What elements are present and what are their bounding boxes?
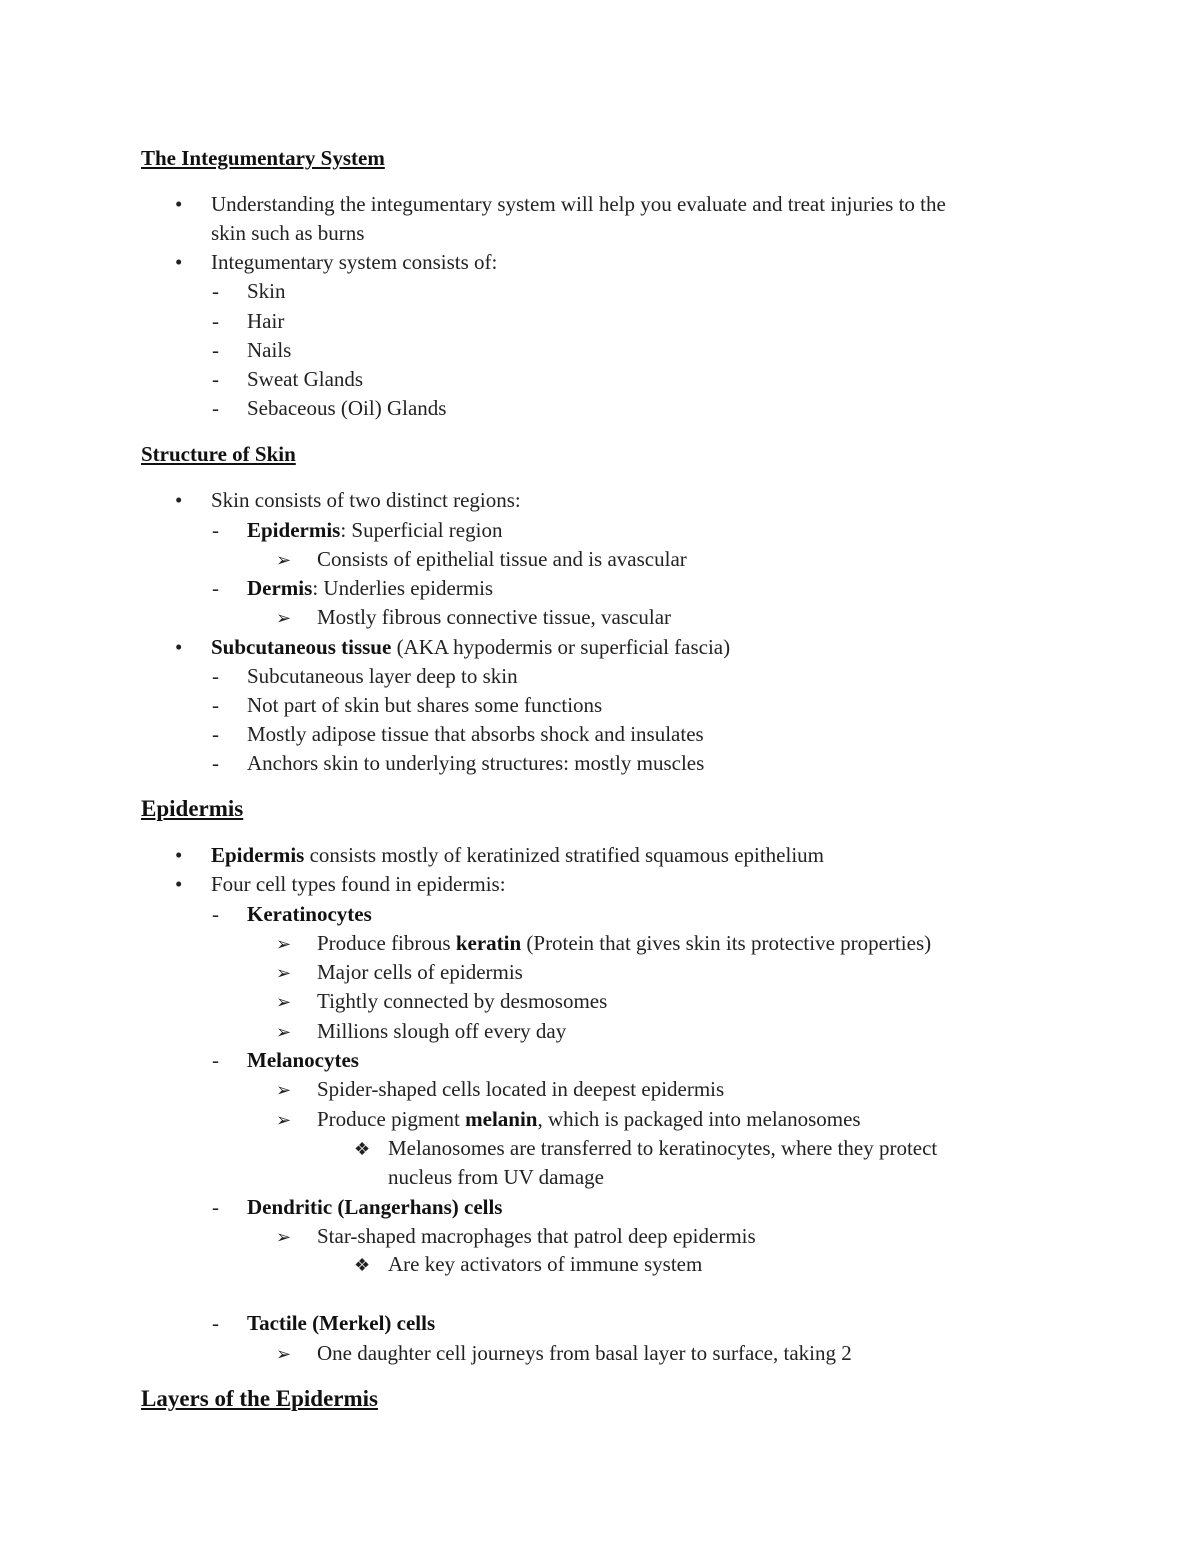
arrow-marker: ➢	[276, 992, 292, 1012]
bullet-marker: •	[175, 488, 183, 512]
subheading-label: Dendritic (Langerhans) cells	[247, 1195, 503, 1219]
term-epidermis: Epidermis	[247, 518, 341, 542]
text-segment: Produce pigment	[317, 1107, 466, 1131]
section-title-layers-of-epidermis: Layers of the Epidermis	[141, 1386, 379, 1411]
list-item: Mostly fibrous connective tissue, vascular	[317, 605, 672, 629]
arrow-marker: ➢	[276, 934, 292, 954]
arrow-marker: ➢	[276, 550, 292, 570]
dash-marker: -	[212, 902, 219, 926]
list-item: Nails	[247, 338, 292, 362]
subheading-tactile-cells	[247, 1310, 435, 1336]
list-item-continuation: nucleus from UV damage	[388, 1165, 604, 1189]
list-item: Hair	[247, 309, 285, 333]
arrow-marker: ➢	[276, 608, 292, 628]
diamond-marker: ❖	[354, 1255, 371, 1275]
subheading-dendritic-cells	[247, 1194, 502, 1220]
list-item: Skin consists of two distinct regions:	[211, 488, 521, 512]
list-item-continuation: skin such as burns	[211, 221, 365, 245]
term-description: : Superficial region	[340, 518, 503, 542]
list-item: Spider-shaped cells located in deepest epidermis	[317, 1077, 725, 1101]
dash-marker: -	[212, 1195, 219, 1219]
arrow-marker: ➢	[276, 1344, 292, 1364]
diamond-marker: ❖	[354, 1139, 371, 1159]
term-description: (AKA hypodermis or superficial fascia)	[391, 635, 731, 659]
arrow-marker: ➢	[276, 1227, 292, 1247]
term-description: consists mostly of keratinized stratified squamous epithelium	[304, 843, 825, 867]
dash-marker: -	[212, 693, 219, 717]
subheading-keratinocytes	[247, 901, 372, 927]
dash-marker: -	[212, 664, 219, 688]
list-item: Integumentary system consists of:	[211, 250, 498, 274]
list-item: Anchors skin to underlying structures: mostly muscles	[247, 751, 705, 775]
list-item	[247, 517, 502, 543]
dash-marker: -	[212, 338, 219, 362]
dash-marker: -	[212, 279, 219, 303]
dash-marker: -	[212, 367, 219, 391]
list-item: Four cell types found in epidermis:	[211, 872, 506, 896]
list-item	[247, 575, 493, 601]
arrow-marker: ➢	[276, 963, 292, 983]
arrow-marker: ➢	[276, 1110, 292, 1130]
text-segment: (Protein that gives skin its protective properties)	[521, 931, 932, 955]
dash-marker: -	[212, 576, 219, 600]
term-keratin: keratin	[455, 931, 522, 955]
list-item	[317, 1106, 861, 1132]
term-epidermis: Epidermis	[211, 843, 305, 867]
bullet-marker: •	[175, 843, 183, 867]
list-item: Are key activators of immune system	[388, 1252, 703, 1276]
text-segment: , which is packaged into melanosomes	[537, 1107, 861, 1131]
term-subcutaneous-tissue: Subcutaneous tissue	[211, 635, 392, 659]
section-title-integumentary-system: The Integumentary System	[141, 146, 385, 170]
dash-marker: -	[212, 722, 219, 746]
list-item	[317, 930, 931, 956]
dash-marker: -	[212, 751, 219, 775]
subheading-label: Keratinocytes	[247, 902, 372, 926]
list-item: Subcutaneous layer deep to skin	[247, 664, 518, 688]
list-item: Consists of epithelial tissue and is avascular	[317, 547, 687, 571]
term-description: : Underlies epidermis	[312, 576, 494, 600]
list-item: Understanding the integumentary system will help you evaluate and treat injuries to the	[211, 192, 946, 216]
dash-marker: -	[212, 309, 219, 333]
subheading-label: Melanocytes	[247, 1048, 359, 1072]
list-item: Major cells of epidermis	[317, 960, 523, 984]
section-title-epidermis: Epidermis	[141, 796, 244, 821]
subheading-label: Tactile (Merkel) cells	[247, 1311, 436, 1335]
list-item: Skin	[247, 279, 286, 303]
list-item	[211, 842, 824, 868]
list-item: Tightly connected by desmosomes	[317, 989, 608, 1013]
list-item: Not part of skin but shares some functions	[247, 693, 603, 717]
subheading-melanocytes	[247, 1047, 359, 1073]
arrow-marker: ➢	[276, 1080, 292, 1100]
term-melanin: melanin	[465, 1107, 538, 1131]
section-title-structure-of-skin: Structure of Skin	[141, 442, 296, 466]
list-item: Melanosomes are transferred to keratinocytes, where they protect	[388, 1136, 938, 1160]
list-item: Mostly adipose tissue that absorbs shock and insulates	[247, 722, 704, 746]
text-segment: Produce fibrous	[317, 931, 456, 955]
list-item	[211, 634, 730, 660]
term-dermis: Dermis	[247, 576, 313, 600]
bullet-marker: •	[175, 872, 183, 896]
bullet-marker: •	[175, 192, 183, 216]
dash-marker: -	[212, 1311, 219, 1335]
list-item: Star-shaped macrophages that patrol deep epidermis	[317, 1224, 756, 1248]
bullet-marker: •	[175, 250, 183, 274]
list-item: Millions slough off every day	[317, 1019, 567, 1043]
list-item: Sebaceous (Oil) Glands	[247, 396, 447, 420]
list-item: Sweat Glands	[247, 367, 364, 391]
dash-marker: -	[212, 1048, 219, 1072]
list-item: One daughter cell journeys from basal layer to surface, taking 2	[317, 1341, 852, 1365]
dash-marker: -	[212, 518, 219, 542]
dash-marker: -	[212, 396, 219, 420]
arrow-marker: ➢	[276, 1022, 292, 1042]
bullet-marker: •	[175, 635, 183, 659]
